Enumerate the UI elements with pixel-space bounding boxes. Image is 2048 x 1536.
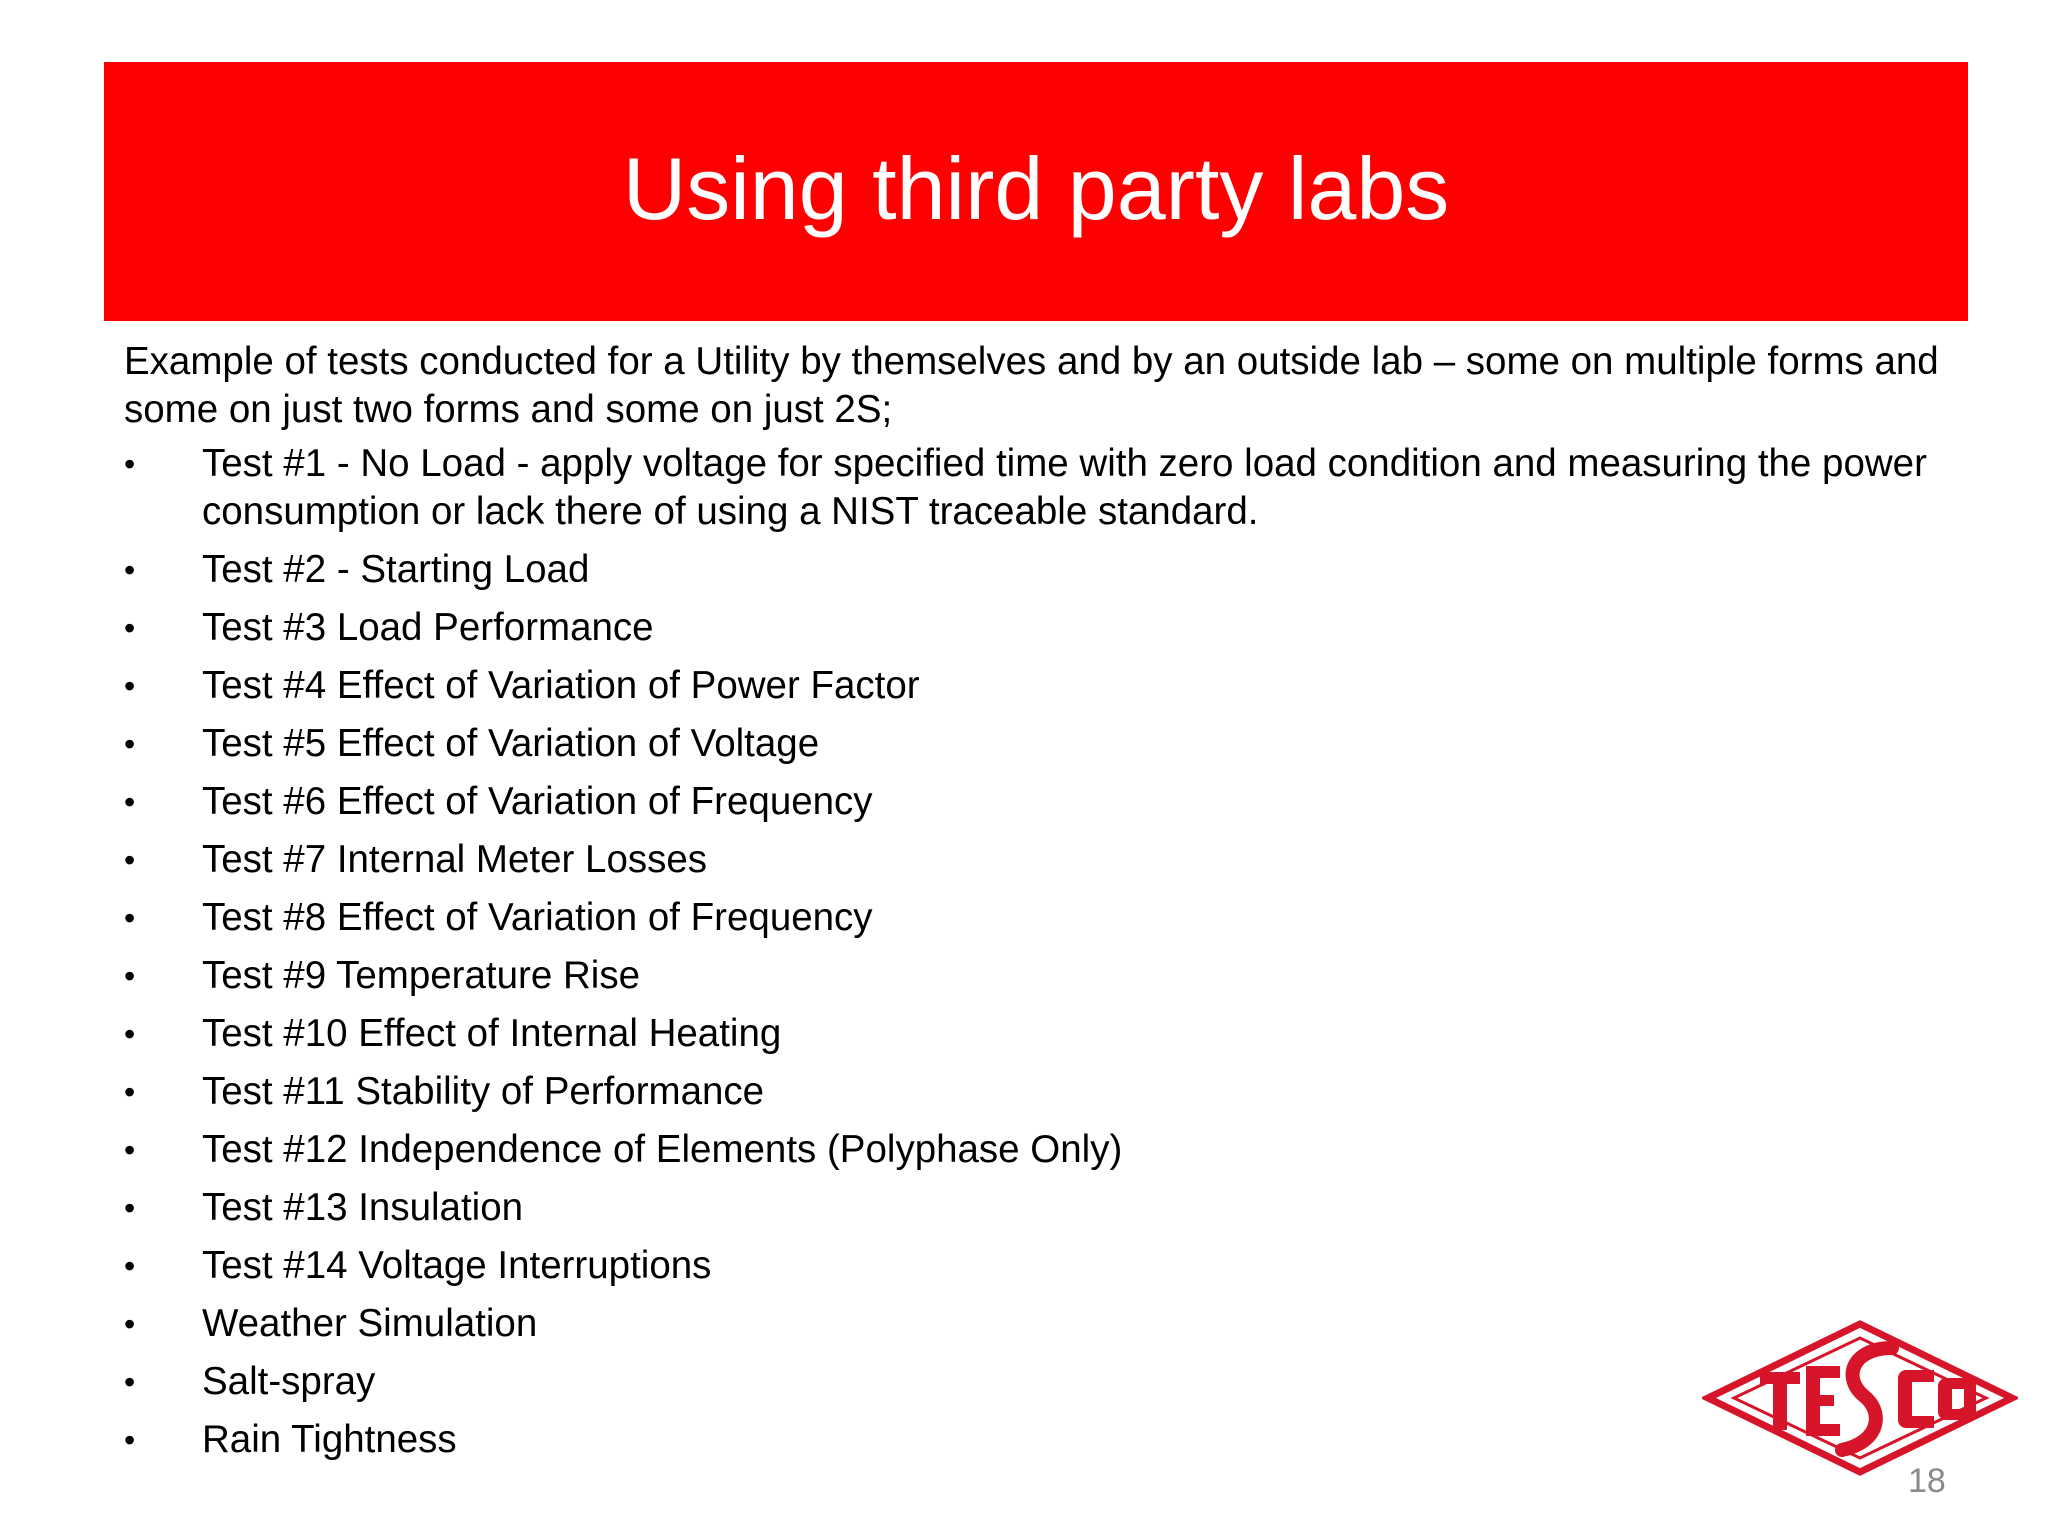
bullet-icon: • — [124, 610, 136, 646]
bullet-item — [124, 1358, 1964, 1406]
bullet-item — [124, 894, 1964, 942]
bullet-text: Test #3 Load Performance — [202, 606, 654, 649]
bullet-item — [124, 1416, 1964, 1464]
bullet-item — [124, 836, 1964, 884]
bullet-icon: • — [124, 1306, 136, 1342]
bullet-text: Salt-spray — [202, 1360, 376, 1403]
bullet-icon: • — [124, 446, 136, 482]
bullet-text: Weather Simulation — [202, 1302, 538, 1345]
bullet-item — [124, 720, 1964, 768]
bullet-text: Test #10 Effect of Internal Heating — [202, 1012, 782, 1055]
bullet-item — [124, 1010, 1964, 1058]
bullet-text: Test #1 - No Load - apply voltage for specified time with zero load condition and measuring the power consumption or lack there of using a NIST traceable standard. — [202, 442, 1927, 533]
bullet-item — [124, 1126, 1964, 1174]
bullet-icon: • — [124, 900, 136, 936]
bullet-item — [124, 1184, 1964, 1232]
bullet-icon: • — [124, 1016, 136, 1052]
bullet-item — [124, 952, 1964, 1000]
bullet-icon: • — [124, 842, 136, 878]
bullet-text: Test #5 Effect of Variation of Voltage — [202, 722, 820, 765]
bullet-icon: • — [124, 726, 136, 762]
bullet-text: Test #11 Stability of Performance — [202, 1070, 765, 1113]
bullet-item — [124, 1300, 1964, 1348]
slide-content — [124, 338, 1964, 1474]
slide-title: Using third party labs — [622, 138, 1450, 238]
intro-text: Example of tests conducted for a Utility by themselves and by an outside lab – some on multiple forms and some on just two forms and some on just 2S; — [124, 340, 1939, 431]
bullet-icon: • — [124, 668, 136, 704]
bullet-icon: • — [124, 958, 136, 994]
bullet-text: Test #2 - Starting Load — [202, 548, 590, 591]
bullet-item — [124, 1068, 1964, 1116]
bullet-icon: • — [124, 1074, 136, 1110]
bullet-item — [124, 440, 1964, 536]
bullet-text: Test #14 Voltage Interruptions — [202, 1244, 712, 1287]
page-number: 18 — [1908, 1462, 1946, 1500]
bullet-icon: • — [124, 552, 136, 588]
bullet-icon: • — [124, 1248, 136, 1284]
test-bullet-list — [124, 440, 1964, 1464]
bullet-text: Test #7 Internal Meter Losses — [202, 838, 708, 881]
bullet-icon: • — [124, 1422, 136, 1458]
bullet-text: Test #4 Effect of Variation of Power Factor — [202, 664, 920, 707]
bullet-item — [124, 546, 1964, 594]
bullet-icon: • — [124, 1132, 136, 1168]
bullet-text: Test #9 Temperature Rise — [202, 954, 640, 997]
bullet-text: Rain Tightness — [202, 1418, 457, 1461]
bullet-icon: • — [124, 784, 136, 820]
tesco-diamond-logo-icon — [1702, 1318, 2018, 1478]
bullet-text: Test #8 Effect of Variation of Frequency — [202, 896, 873, 939]
bullet-item — [124, 662, 1964, 710]
bullet-text: Test #6 Effect of Variation of Frequency — [202, 780, 873, 823]
bullet-item — [124, 778, 1964, 826]
bullet-text: Test #12 Independence of Elements (Polyphase Only) — [202, 1128, 1123, 1171]
bullet-icon: • — [124, 1190, 136, 1226]
bullet-item — [124, 1242, 1964, 1290]
title-bar — [104, 62, 1968, 321]
bullet-item — [124, 604, 1964, 652]
bullet-text: Test #13 Insulation — [202, 1186, 524, 1229]
bullet-icon: • — [124, 1364, 136, 1400]
